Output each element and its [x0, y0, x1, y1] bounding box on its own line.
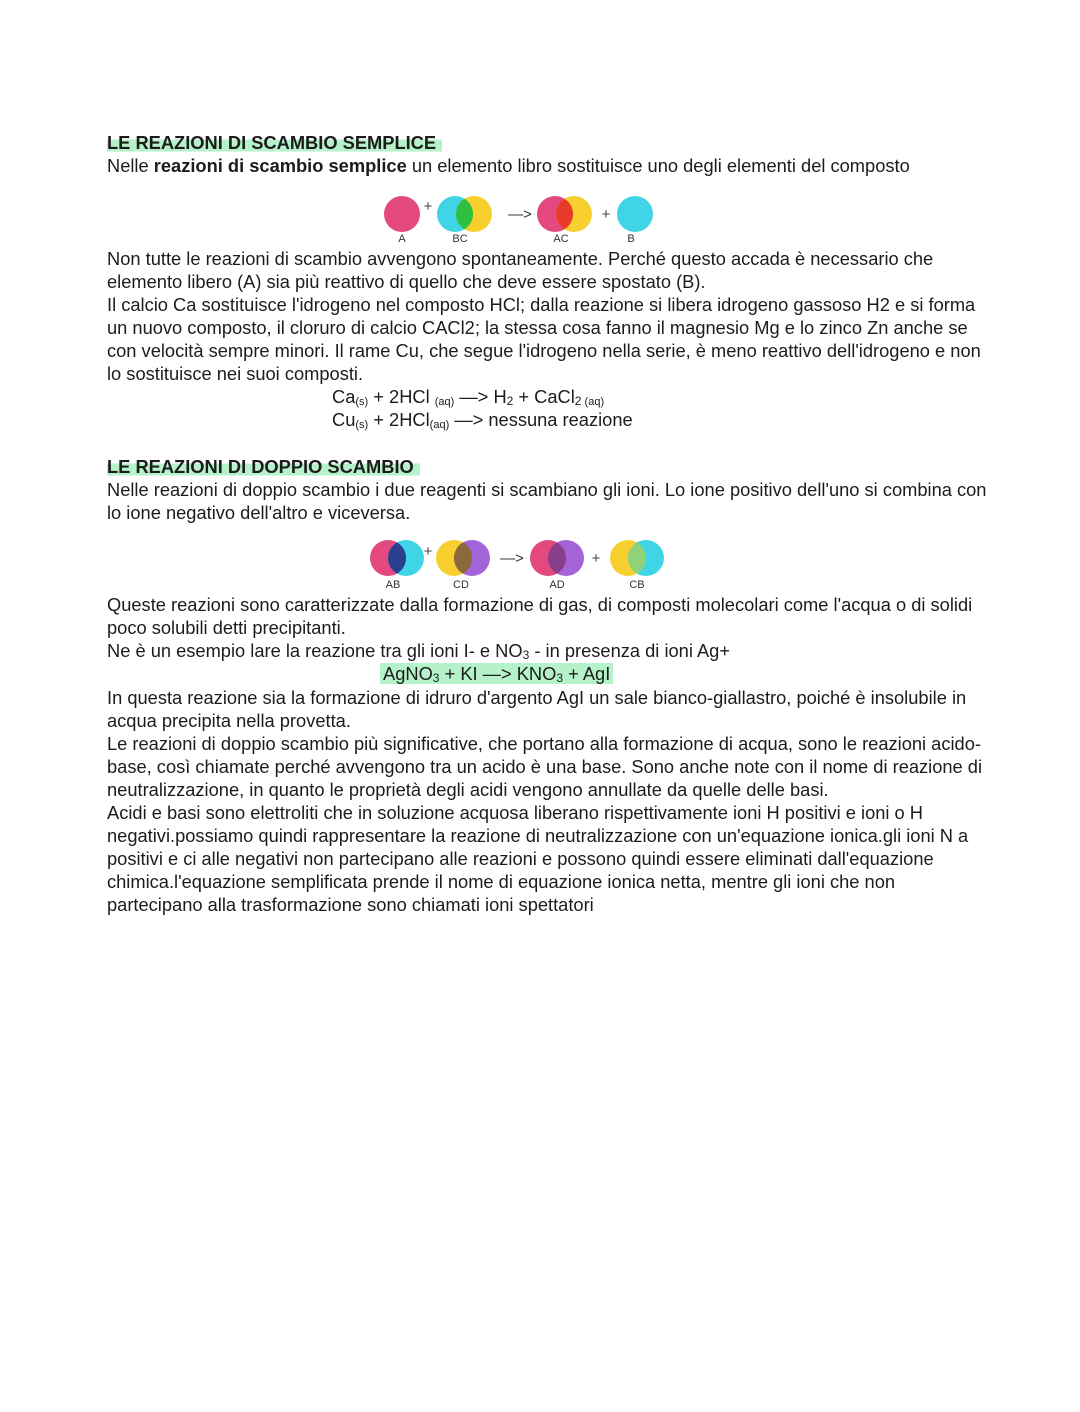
- section-doppio-scambio: [107, 455, 987, 524]
- paragraph: Queste reazioni sono caratterizzate dalla formazione di gas, di composti molecolari come l'acqua o di solidi poco solubili detti precipitanti.: [107, 594, 973, 638]
- paragraph: Il calcio Ca sostituisce l'idrogeno nel composto HCl; dalla reazione si libera idrogeno gassoso H2 e si forma un nuovo composto, il cloruro di calcio CACl2; la stessa cosa fanno il magnesio Mg e lo zinco Zn anche se con velocità sempre minori. Il rame Cu, che segue l'idrogeno nella serie, è meno reattivo dell'idrogeno e non lo sostituisce nei suoi composti.: [107, 294, 981, 384]
- paragraph: Le reazioni di doppio scambio più significative, che portano alla formazione di acqua, sono le reazioni acido-base, così chiamate perché avvengono tra un acido è una base. Sono anche note con il nome di reazione di neutralizzazione, in quanto le proprietà degli acidi vengono annullate da quelle delle basi.: [107, 733, 983, 800]
- single-exchange-diagram: [380, 192, 670, 246]
- circle-b2: [617, 196, 653, 232]
- circle-a: [384, 196, 420, 232]
- section-title: LE REAZIONI DI DOPPIO SCAMBIO: [107, 456, 420, 477]
- section2-body-top: [107, 593, 987, 667]
- svg-text:+: +: [423, 198, 433, 215]
- intro-paragraph: Nelle reazioni di doppio scambio i due reagenti si scambiano gli ioni. Lo ione positivo dell'uno si combina con lo ione negativo dell'altro e viceversa.: [107, 479, 987, 523]
- svg-text:BC: BC: [452, 233, 468, 245]
- svg-text:AB: AB: [385, 579, 401, 591]
- section-scambio-semplice: [107, 131, 987, 177]
- equation-calcium: $Ca_{(s)} + 2HCl$ $_{(aq)}$ —> $H_2$ + CaCl$_2$ $_{(aq)}$: [332, 386, 605, 408]
- paragraph: Non tutte le reazioni di scambio avvengono spontaneamente. Perché questo accada è necessario che elemento libero (A) sia più reattivo di quello che deve essere spostato (B).: [107, 248, 934, 292]
- svg-text:AD: AD: [549, 579, 565, 591]
- section2-body-bottom: [107, 686, 987, 916]
- equation-silver-iodide: AgNO$_3$ + KI —> $KNO_3$ + AgI: [380, 662, 613, 690]
- bold-term: reazioni di scambio semplice: [153, 155, 407, 176]
- intro-paragraph: Nelle reazioni di scambio semplice un elemento libro sostituisce uno degli elementi del composto: [107, 155, 910, 176]
- svg-text:+: +: [601, 206, 611, 223]
- double-exchange-diagram: [366, 536, 676, 592]
- svg-text:CD: CD: [453, 579, 469, 591]
- paragraph: Acidi e basi sono elettroliti che in soluzione acquosa liberano rispettivamente ioni H positivi e ioni o H negativi.possiamo quindi rappresentare la reazione di neutralizzazione con un'equazione ionica.gli ioni N a positivi e ci alle negativi non partecipano alle reazioni e possono quindi essere eliminati dall'equazione chimica.l'equazione semplificata prende il nome di equazione ionica netta, mentre gli ioni che non partecipano alla trasformazione sono chiamati ioni spettatori: [107, 802, 969, 915]
- svg-text:—>: —>: [508, 206, 532, 223]
- svg-text:AC: AC: [553, 233, 569, 245]
- equation-copper: $Cu_{(s)} + 2HCl_{(aq)}$ —> nessuna reazione: [332, 409, 633, 431]
- svg-text:A: A: [398, 233, 406, 245]
- svg-text:CB: CB: [629, 579, 645, 591]
- svg-text:—>: —>: [500, 550, 524, 567]
- svg-text:B: B: [627, 233, 635, 245]
- section-title: LE REAZIONI DI SCAMBIO SEMPLICE: [107, 132, 442, 153]
- section1-body: [107, 247, 987, 385]
- paragraph: Ne è un esempio lare la reazione tra gli ioni I- e $NO_3$ - in presenza di ioni Ag+: [107, 640, 731, 662]
- paragraph: In questa reazione sia la formazione di idruro d'argento AgI un sale bianco-giallastro, poiché è insolubile in acqua precipita nella provetta.: [107, 687, 967, 731]
- svg-text:+: +: [591, 550, 601, 567]
- svg-text:+: +: [423, 543, 433, 560]
